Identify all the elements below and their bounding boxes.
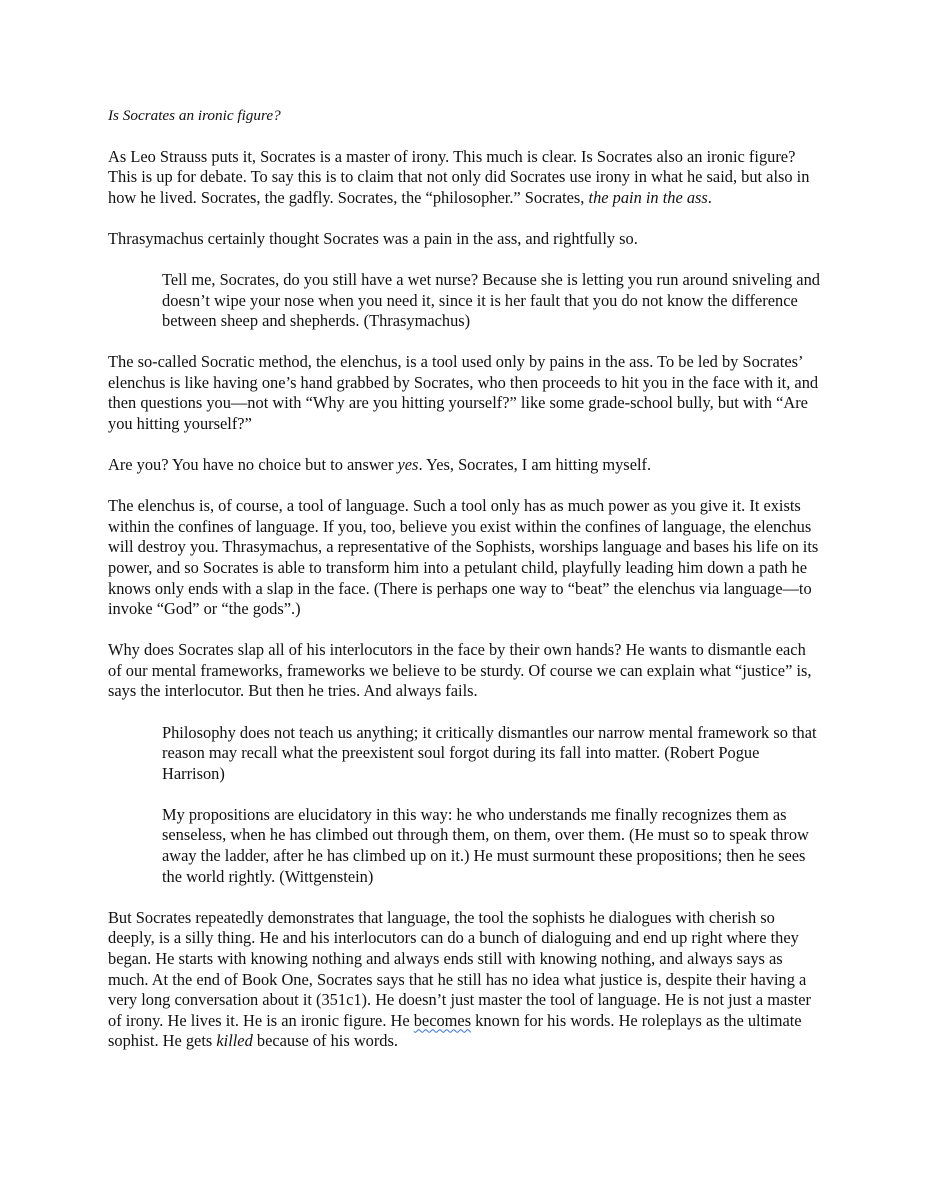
paragraph-are-you-emphasis: yes: [397, 455, 419, 475]
block-quote-thrasymachus: Tell me, Socrates, do you still have a wet nurse? Because she is letting you run around sniveling and doesn’t wipe your nose when you need it, since it is her fault that you do not know the difference between sheep and shepherds. (Thrasymachus): [162, 269, 820, 331]
paragraph-are-you-start: Are you? You have no choice but to answer: [108, 455, 398, 475]
block-quote-wittgenstein: My propositions are elucidatory in this way: he who understands me finally recognizes them as senseless, when he has climbed out through them, on them, over them. (He must so to speak throw away the ladder, after he has climbed up on it.) He must surmount these propositions; then he sees the world rightly. (Wittgenstein): [162, 804, 809, 886]
paragraph-intro-emphasis: the pain in the ass: [588, 187, 708, 207]
paragraph-conclusion: [108, 908, 822, 1052]
paragraph-are-you: [108, 455, 822, 476]
block-quote-harrison: Philosophy does not teach us anything; it critically dismantles our narrow mental framework so that reason may recall what the preexistent soul forgot during its fall into matter. (Robert Pogue Harrison): [162, 722, 817, 783]
paragraph-conclusion-emphasis: killed: [216, 1031, 253, 1051]
paragraph-conclusion-mid: known for his words. He roleplays as the ultimate sophist. He gets: [108, 1010, 802, 1051]
paragraph-tool-of-language: The elenchus is, of course, a tool of language. Such a tool only has as much power as you give it. It exists within the confines of language. If you, too, believe you exist within the confines of language, the elenchus will destroy you. Thrasymachus, a representative of the Sophists, worships language and bases his life on its power, and so Socrates is able to transform him into a petulant child, playfully leading him down a path he knows only ends with a slap in the face. (There is perhaps one way to “beat” the elenchus via language—to invoke “God” or “the gods”.): [108, 496, 819, 619]
paragraph-intro: [108, 147, 822, 209]
paragraph-thrasymachus: Thrasymachus certainly thought Socrates was a pain in the ass, and rightfully so.: [108, 228, 638, 248]
paragraph-conclusion-end: because of his words.: [252, 1031, 398, 1051]
paragraph-why-slap: Why does Socrates slap all of his interlocutors in the face by their own hands? He wants to dismantle each of our mental frameworks, frameworks we believe to be sturdy. Of course we can explain what “justice” is, says the interlocutor. But then he tries. And always fails.: [108, 640, 812, 701]
paragraph-conclusion-start: But Socrates repeatedly demonstrates that language, the tool the sophists he dialogues with cherish so deeply, is a silly thing. He and his interlocutors can do a bunch of dialoguing and end up right where they began. He starts with knowing nothing and always ends still with knowing nothing, and always says as much. At the end of Book One, Socrates says that he still has no idea what justice is, despite their having a very long conversation about it (351c1). He doesn’t just master the tool of language. He is not just a master of irony. He lives it. He is an ironic figure. He: [108, 907, 811, 1030]
paragraph-intro-end: .: [707, 187, 712, 207]
spellcheck-flagged-word[interactable]: becomes: [413, 1010, 472, 1030]
paragraph-elenchus-method: The so-called Socratic method, the elenchus, is a tool used only by pains in the ass. To be led by Socrates’ elenchus is like having one’s hand grabbed by Socrates, who then proceeds to hit you in the face with it, and then questions you—not with “Why are you hitting yourself?” like some grade-school bully, but with “Are you hitting yourself?”: [108, 352, 819, 434]
document-page: [108, 106, 822, 1072]
paragraph-intro-text: As Leo Strauss puts it, Socrates is a master of irony. This much is clear. Is Socrates also an ironic figure? This is up for debate. To say this is to claim that not only did Socrates use irony in what he said, but also in how he lived. Socrates, the gadfly. Socrates, the “philosopher.” Socrates,: [108, 146, 810, 207]
paragraph-are-you-end: . Yes, Socrates, I am hitting myself.: [418, 455, 652, 475]
document-title: Is Socrates an ironic figure?: [108, 107, 281, 124]
